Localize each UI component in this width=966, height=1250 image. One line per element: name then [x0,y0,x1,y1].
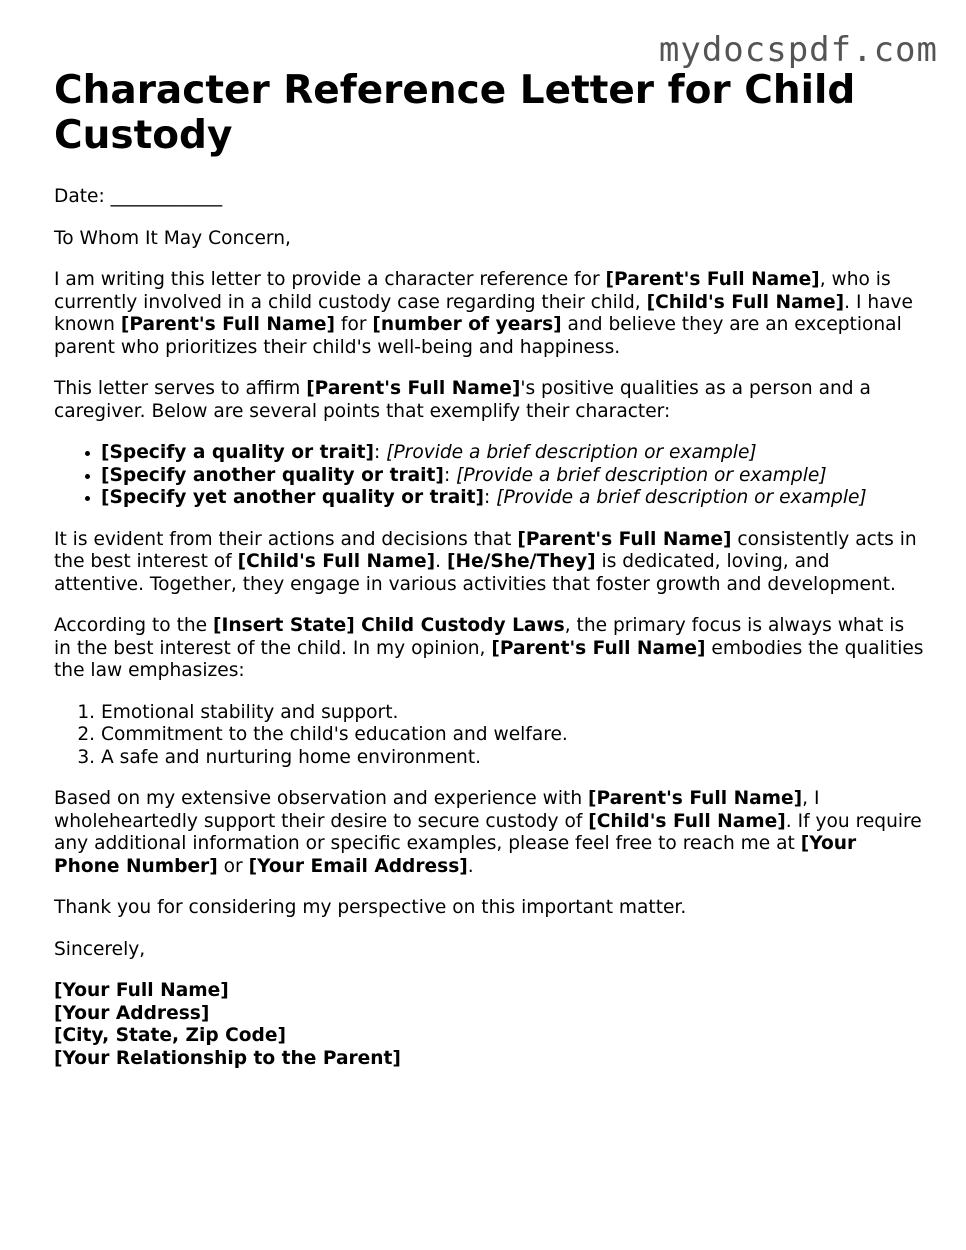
placeholder-parent-name: [Parent's Full Name] [517,528,732,550]
list-item: 3. A safe and nurturing home environment. [101,747,924,770]
separator: : [484,487,497,508]
text: is dedicated, loving, and attentive. Together, they engage in various activities that foster growth and development. [54,551,896,595]
separator: : [443,464,457,486]
date-line [54,186,924,209]
watermark: mydocspdf.com [658,30,938,70]
trait-description: [Provide a brief description or example] [456,464,827,486]
text: or [217,855,249,877]
text: . [467,855,474,877]
list-item [101,487,924,510]
signature-address: [Your Address] [54,1002,210,1024]
placeholder-child-name: [Child's Full Name] [588,810,786,832]
placeholder-pronoun: [He/She/They] [446,551,596,572]
text: According to the [54,615,213,636]
placeholder-parent-name: [Parent's Full Name] [120,314,335,335]
greeting: To Whom It May Concern, [54,227,291,249]
text: consistently acts in the best interest of [54,528,917,572]
text: It is evident from their actions and decisions that [54,528,518,550]
paragraph-law [54,615,924,683]
traits-list [54,442,924,510]
text: . If you require any additional information or specific examples, please feel free to reach me at [54,810,922,854]
paragraph-thanks: Thank you for considering my perspective on this important matter. [54,897,687,918]
signature-relationship: [Your Relationship to the Parent] [54,1047,401,1069]
text: Based on my extensive observation and experience with [54,788,589,809]
placeholder-parent-name: [Parent's Full Name] [605,269,820,290]
signature-name: [Your Full Name] [54,980,229,1001]
text: . [435,551,447,572]
placeholder-email: [Your Email Address] [248,855,468,877]
placeholder-state-law: [Insert State] Child Custody Laws [213,615,565,636]
list-item: 1. Emotional stability and support. [101,702,924,725]
signature-block [54,980,924,1070]
page-title: Character Reference Letter for Child Custody [54,68,856,158]
text: , the primary focus is always what is in the best interest of the child. In my opinion, [54,615,905,659]
date-label: Date: [54,186,105,207]
text: embodies the qualities the law emphasizes: [54,637,924,681]
placeholder-parent-name: [Parent's Full Name] [491,637,706,659]
text: , who is currently involved in a child custody case regarding their child, [54,269,891,313]
text: This letter serves to affirm [54,378,307,399]
placeholder-parent-name: [Parent's Full Name] [306,378,521,399]
signature-city: [City, State, Zip Code] [54,1025,286,1046]
letter-page [54,68,924,1070]
placeholder-years: [number of years] [372,314,562,335]
closing: Sincerely, [54,938,146,960]
trait-label: [Specify yet another quality or trait] [101,487,485,508]
separator: : [374,442,387,463]
paragraph-affirm [54,378,924,423]
list-item [101,442,924,465]
text: 's positive qualities as a person and a caregiver. Below are several points that exemplify their character: [54,378,871,422]
qualities-list [54,702,924,770]
text: and believe they are an exceptional parent who prioritizes their child's well-being and happiness. [54,314,902,358]
paragraph-support [54,788,924,878]
text: I am writing this letter to provide a character reference for [54,269,606,290]
paragraph-evident [54,529,924,597]
placeholder-child-name: [Child's Full Name] [237,551,436,572]
placeholder-child-name: [Child's Full Name] [646,291,845,313]
list-item [101,465,924,488]
placeholder-phone: [Your Phone Number] [54,833,857,877]
trait-label: [Specify a quality or trait] [101,442,375,463]
text: , I wholeheartedly support their desire to secure custody of [54,788,820,832]
placeholder-parent-name: [Parent's Full Name] [588,788,803,809]
list-item: 2. Commitment to the child's education and welfare. [101,724,924,747]
trait-description: [Provide a brief description or example] [386,442,757,463]
date-blank: ____________ [110,186,223,207]
trait-description: [Provide a brief description or example] [496,487,867,508]
trait-label: [Specify another quality or trait] [101,464,444,486]
text: for [334,314,373,335]
paragraph-intro [54,269,924,359]
text: . I have known [54,291,913,335]
